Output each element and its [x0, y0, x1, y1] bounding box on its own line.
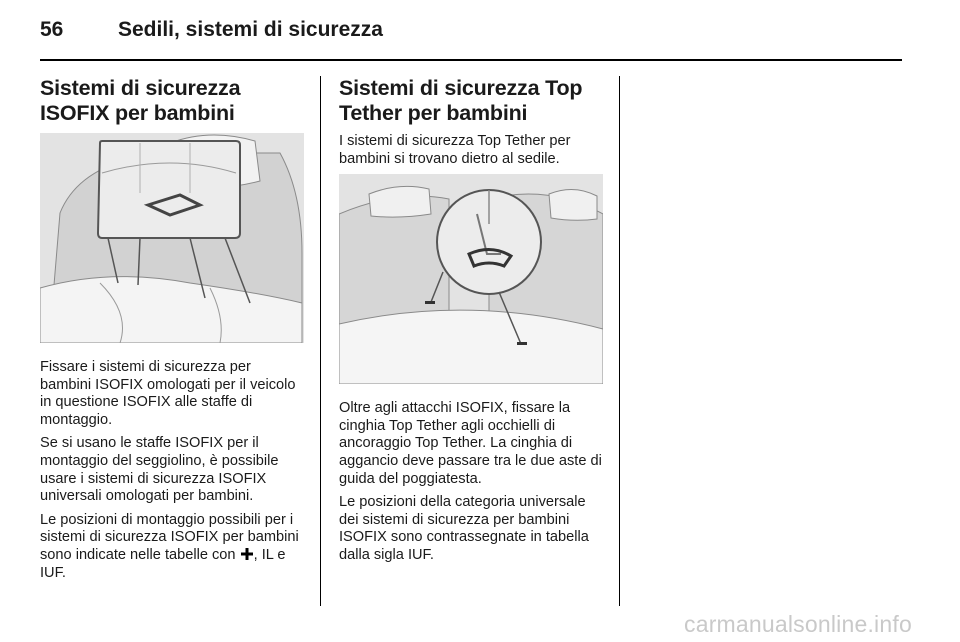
- isofix-paragraph-1: Fissare i sistemi di sicurezza per bambini ISOFIX omologati per il veicolo in questione ISOFIX alle staffe di montaggio.: [40, 359, 296, 428]
- top-tether-paragraph-2: Le posizioni della categoria universale dei sistemi di sicurezza per bambini ISOFIX sono contrassegnate in tabella dalla sigla IUF.: [339, 494, 589, 563]
- isofix-heading-line2: ISOFIX per bambini: [40, 101, 235, 125]
- header-rule: [40, 59, 902, 61]
- watermark: carmanualsonline.info: [684, 611, 912, 637]
- column-divider-1: [320, 76, 321, 606]
- isofix-paragraph-3: [40, 512, 304, 582]
- top-tether-intro: I sistemi di sicurezza Top Tether per bambini si trovano dietro al sedile.: [339, 133, 571, 167]
- isofix-section: [40, 76, 304, 588]
- top-tether-illustration: [339, 174, 603, 384]
- page-header: [40, 18, 900, 48]
- page-number: 56: [40, 18, 64, 41]
- top-tether-paragraph-1: Oltre agli attacchi ISOFIX, fissare la cinghia Top Tether agli occhielli di ancoraggio Top Tether. La cinghia di aggancio deve passare tra le due aste di guida del poggiatesta.: [339, 400, 602, 487]
- top-tether-heading-line1: Sistemi di sicurezza Top: [339, 76, 583, 100]
- isofix-paragraph-3-end: , IL e IUF.: [40, 546, 286, 581]
- isofix-heading-line1: Sistemi di sicurezza: [40, 76, 241, 100]
- column-divider-2: [619, 76, 620, 606]
- top-tether-section: [339, 76, 603, 571]
- isofix-paragraph-2: Se si usano le staffe ISOFIX per il montaggio del seggiolino, è possibile usare i sistemi di sicurezza ISOFIX universali omologati per bambini.: [40, 435, 279, 505]
- cross-icon: [241, 548, 253, 560]
- top-tether-heading: [339, 76, 603, 126]
- top-tether-heading-line2: Tether per bambini: [339, 101, 528, 125]
- running-title: Sedili, sistemi di sicurezza: [118, 18, 383, 41]
- isofix-paragraph-3-start: Le posizioni di montaggio possibili per i sistemi di sicurezza ISOFIX per bambini sono indicate nelle tabelle con: [40, 511, 299, 563]
- isofix-heading: [40, 76, 304, 126]
- isofix-seat-illustration: [40, 133, 304, 343]
